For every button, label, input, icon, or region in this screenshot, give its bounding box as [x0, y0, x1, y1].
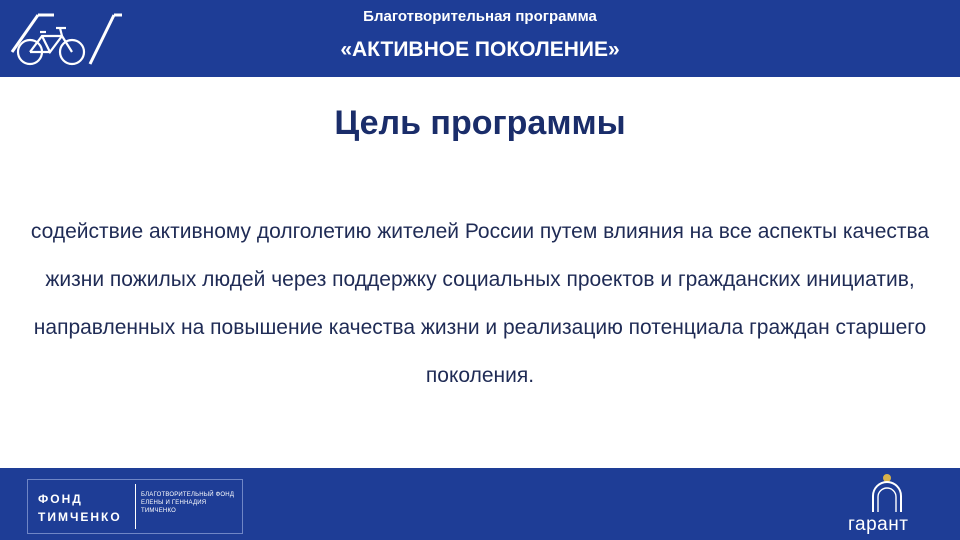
garant-logo-icon [840, 468, 940, 536]
program-label: Благотворительная программа [363, 8, 597, 25]
page-title: Цель программы [334, 104, 626, 142]
fund-name [38, 490, 122, 526]
fund-desc-line2: ЕЛЕНЫ И ГЕННАДИЯ [141, 500, 207, 506]
header-banner [0, 0, 960, 77]
fund-name-line1: ФОНД [38, 492, 83, 506]
garant-wordmark: гарант [848, 514, 909, 535]
fund-desc-line3: ТИМЧЕНКО [141, 508, 176, 514]
fund-description [141, 491, 234, 515]
fund-name-line2: ТИМЧЕНКО [38, 510, 122, 524]
timchenko-fund-logo [27, 479, 243, 534]
goal-description: содействие активному долголетию жителей России путем влияния на все аспекты качества жизни пожилых людей через поддержку социальных проектов и гражданских инициатив, направленных на повышение качества жизни и реализацию потенциала граждан старшего поколения. [30, 220, 930, 387]
program-name: «АКТИВНОЕ ПОКОЛЕНИЕ» [340, 38, 620, 61]
fund-divider [135, 484, 136, 529]
fund-desc-line1: БЛАГОТВОРИТЕЛЬНЫЙ ФОНД [141, 492, 235, 498]
